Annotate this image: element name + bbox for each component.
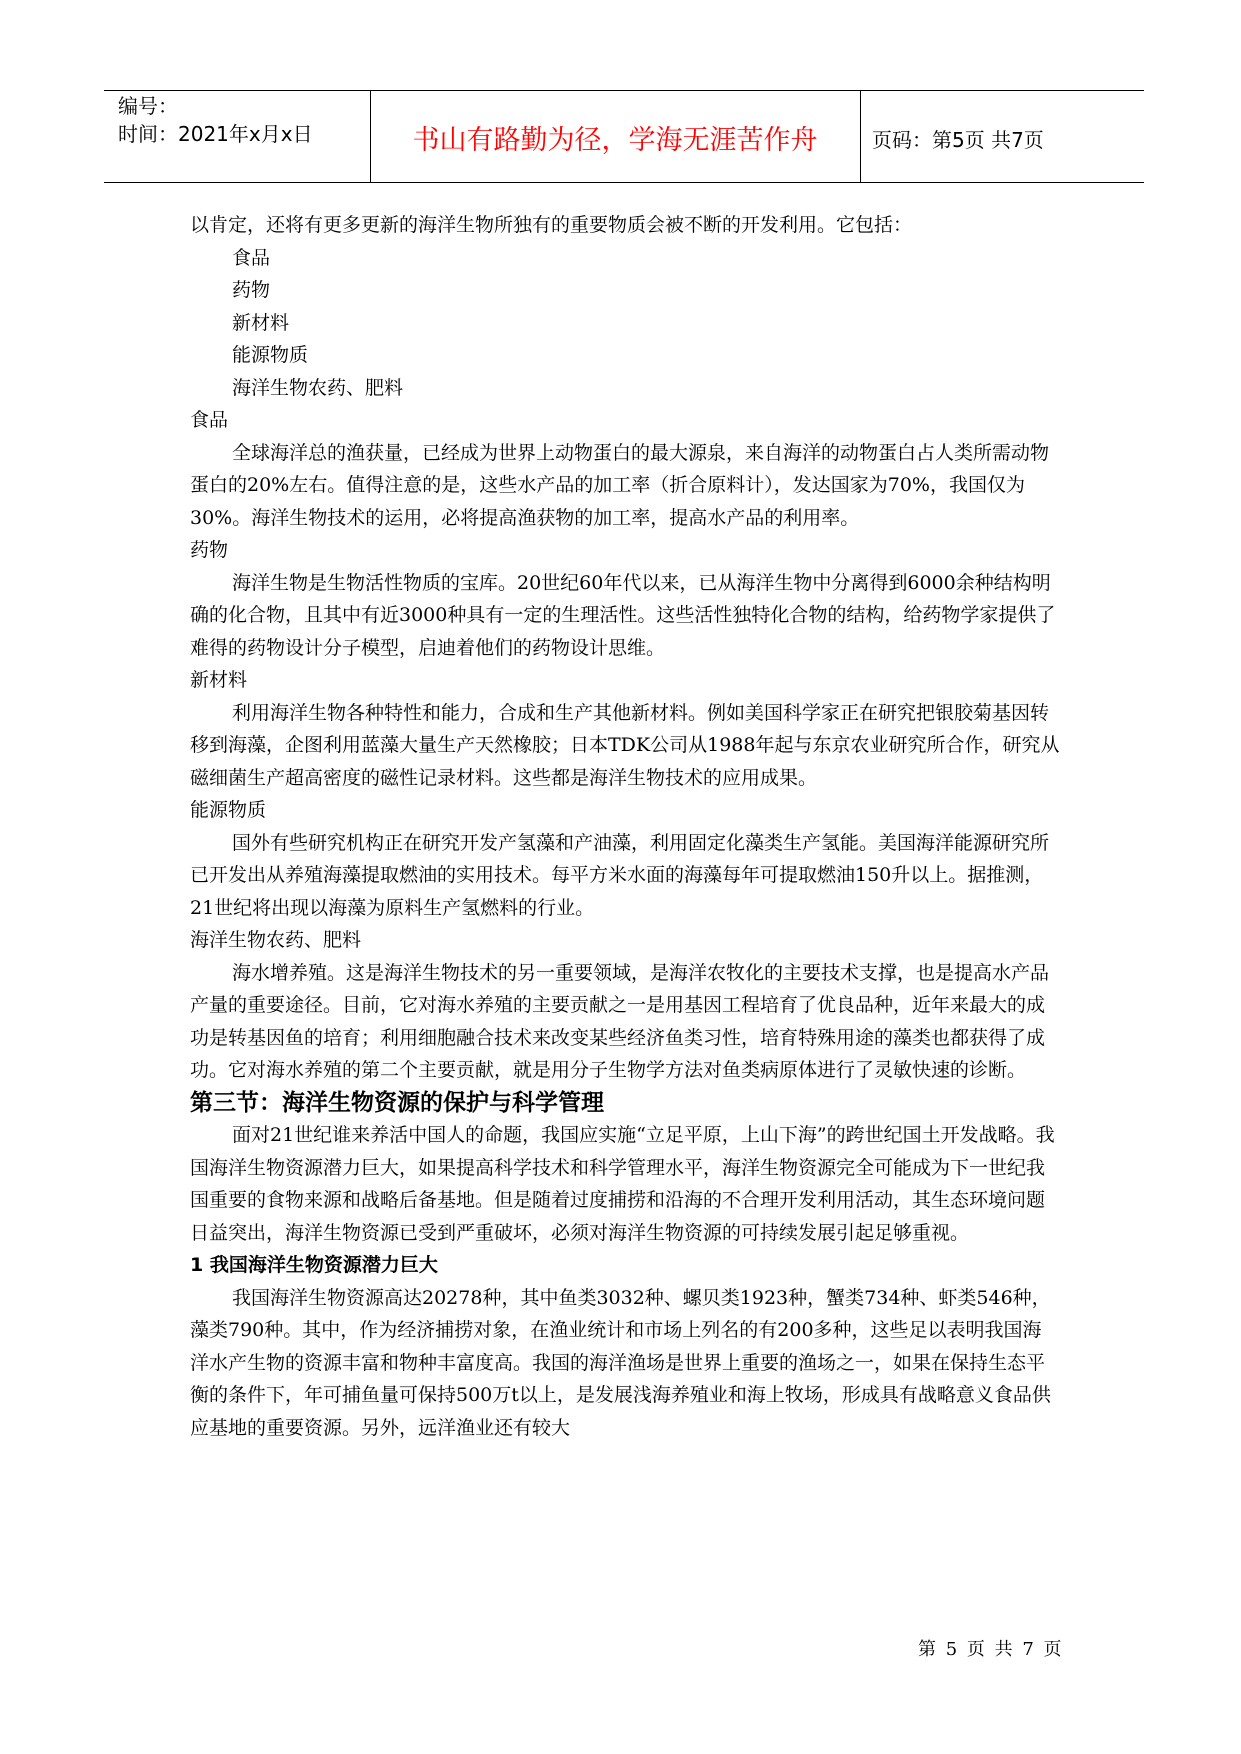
list-item: 药物 xyxy=(232,279,271,301)
list-item: 能源物质 xyxy=(232,344,309,366)
heading-food: 食品 xyxy=(190,409,229,431)
header-page-indicator: 页码：第5页 共7页 xyxy=(872,128,1044,152)
list-item: 新材料 xyxy=(232,311,290,334)
intro-paragraph: 以肯定，还将有更多更新的海洋生物所独有的重要物质会被不断的开发利用。它包括： xyxy=(190,214,913,236)
header-top-rule xyxy=(104,90,1144,91)
paragraph-energy: 国外有些研究机构正在研究开发产氢藻和产油藻，利用固定化藻类生产氢能。美国海洋能源研究所已开发出从养殖海藻提取燃油的实用技术。每平方米水面的海藻每年可提取燃油150升以上。据推测，21世纪将出现以海藻为原料生产氢燃料的行业。 xyxy=(190,831,1050,919)
paragraph-subsection-1: 我国海洋生物资源高达20278种，其中鱼类3032种、螺贝类1923种，蟹类734种、虾类546种，藻类790种。其中，作为经济捕捞对象，在渔业统计和市场上列名的有200多种，这些足以表明我国海洋水产生物的资源丰富和物种丰富度高。我国的海洋渔场是世界上重要的渔场之一，如果在保持生态平衡的条件下，年可捕鱼量可保持500万t以上，是发展浅海养殖业和海上牧场，形成具有战略意义食品供应基地的重要资源。另外，远洋渔业还有较大 xyxy=(190,1286,1051,1439)
header-meta xyxy=(118,92,313,148)
paragraph-food: 全球海洋总的渔获量，已经成为世界上动物蛋白的最大源泉，来自海洋的动物蛋白占人类所需动物蛋白的20%左右。值得注意的是，这些水产品的加工率（折合原料计），发达国家为70%，我国仅为30%。海洋生物技术的运用，必将提高渔获物的加工率，提高水产品的利用率。 xyxy=(190,441,1050,529)
list-item: 食品 xyxy=(232,246,271,269)
heading-agri: 海洋生物农药、肥料 xyxy=(190,929,362,951)
heading-drug: 药物 xyxy=(190,539,229,561)
paragraph-agri: 海水增养殖。这是海洋生物技术的另一重要领域，是海洋农牧化的主要技术支撑，也是提高水产品产量的重要途径。目前，它对海水养殖的主要贡献之一是用基因工程培育了优良品种，近年来最大的成功是转基因鱼的培育；利用细胞融合技术来改变某些经济鱼类习性，培育特殊用途的藻类也都获得了成功。它对海水养殖的第二个主要贡献，就是用分子生物学方法对鱼类病原体进行了灵敏快速的诊断。 xyxy=(190,961,1050,1081)
document-number-label: 编号： xyxy=(118,94,178,118)
document-time-label: 时间：2021年x月x日 xyxy=(118,122,313,146)
subsection-1-title: 1 我国海洋生物资源潜力巨大 xyxy=(190,1254,438,1276)
header-divider-right xyxy=(860,90,861,182)
document-body xyxy=(190,209,1060,1444)
paragraph-drug: 海洋生物是生物活性物质的宝库。20世纪60年代以来，已从海洋生物中分离得到6000余种结构明确的化合物，且其中有近3000种具有一定的生理活性。这些活性独特化合物的结构，给药物学家提供了难得的药物设计分子模型，启迪着他们的药物设计思维。 xyxy=(190,571,1056,659)
paragraph-new-material: 利用海洋生物各种特性和能力，合成和生产其他新材料。例如美国科学家正在研究把银胶菊基因转移到海藻，企图利用蓝藻大量生产天然橡胶；日本TDK公司从1988年起与东京农业研究所合作，研究从磁细菌生产超高密度的磁性记录材料。这些都是海洋生物技术的应用成果。 xyxy=(190,701,1060,789)
section-3-title: 第三节：海洋生物资源的保护与科学管理 xyxy=(190,1089,604,1116)
footer-page-number: 第 5 页 共 7 页 xyxy=(918,1639,1064,1660)
list-item: 海洋生物农药、肥料 xyxy=(232,376,404,399)
heading-energy: 能源物质 xyxy=(190,799,267,821)
paragraph-section-3: 面对21世纪谁来养活中国人的命题，我国应实施“立足平原，上山下海”的跨世纪国土开发战略。我国海洋生物资源潜力巨大，如果提高科学技术和科学管理水平，海洋生物资源完全可能成为下一世纪我国重要的食物来源和战略后备基地。但是随着过度捕捞和沿海的不合理开发利用活动，其生态环境问题日益突出，海洋生物资源已受到严重破坏，必须对海洋生物资源的可持续发展引起足够重视。 xyxy=(190,1124,1055,1244)
header-bottom-rule xyxy=(104,182,1144,183)
header-motto: 书山有路勤为径，学海无涯苦作舟 xyxy=(412,125,818,156)
heading-new-material: 新材料 xyxy=(190,669,248,691)
